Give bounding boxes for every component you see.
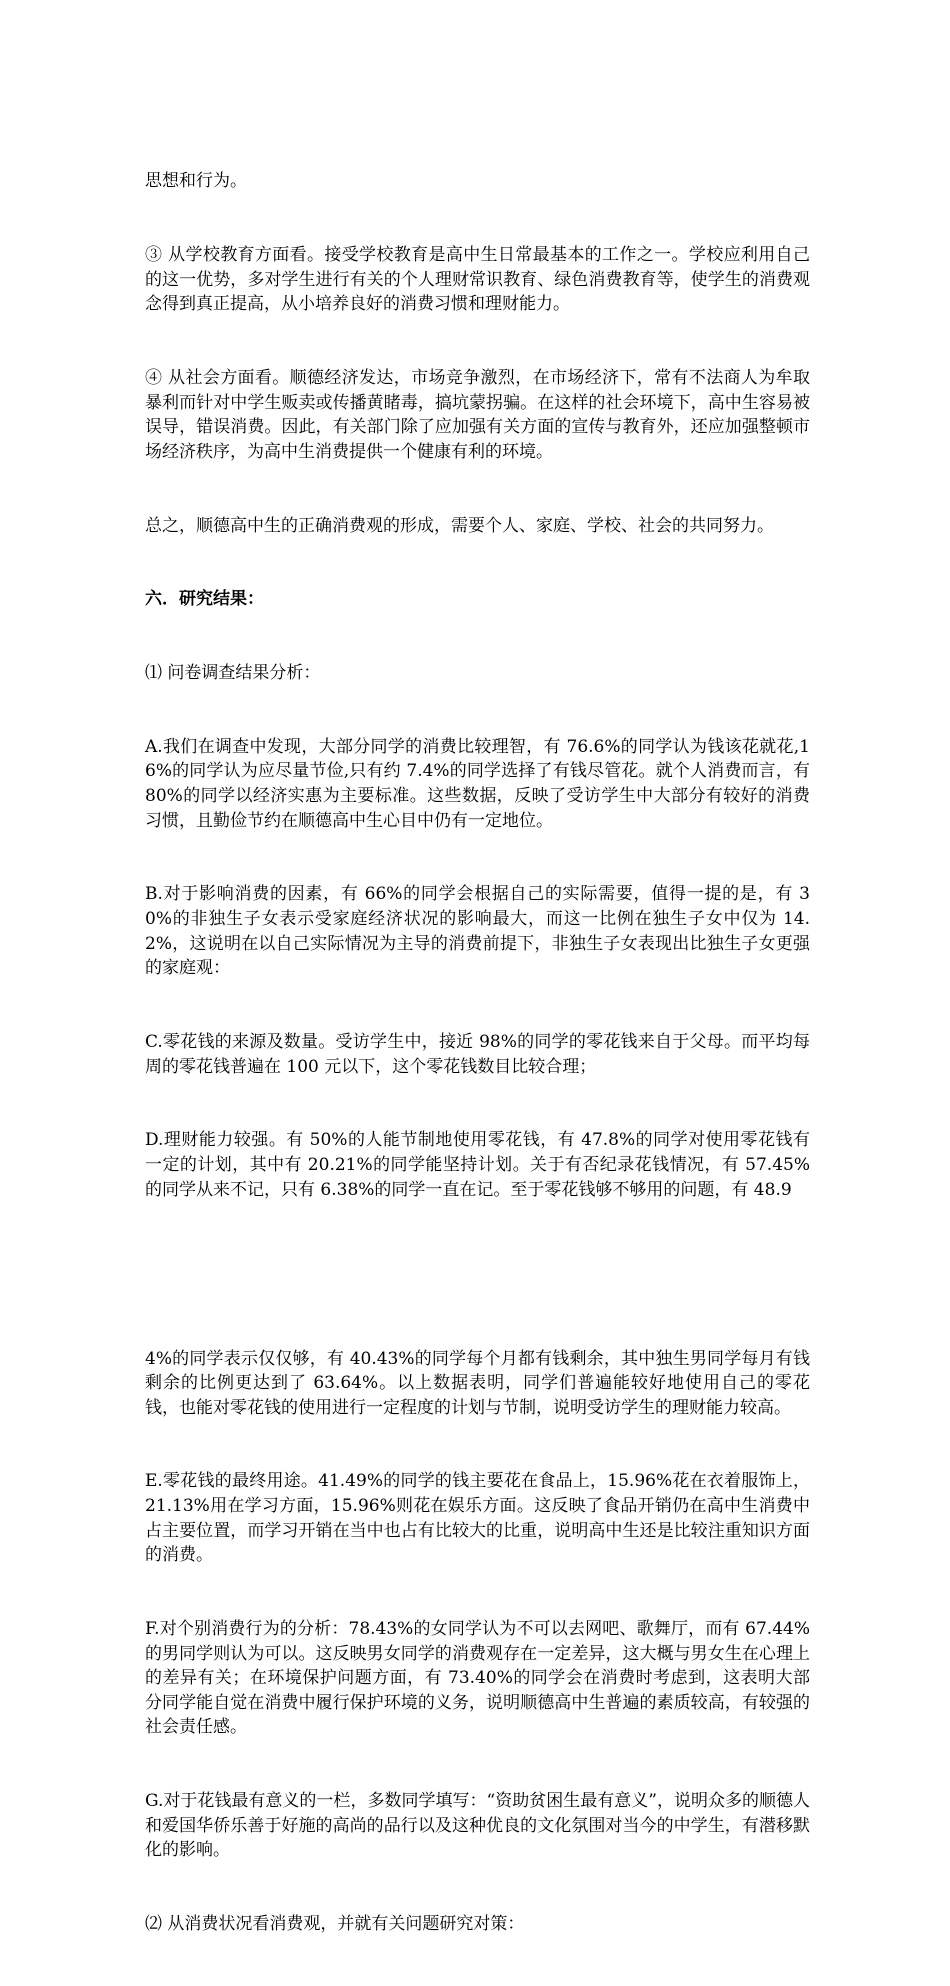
paragraph-item-a: A.我们在调查中发现，大部分同学的消费比较理智，有 76.6%的同学认为钱该花就花,16%的同学认为应尽量节俭,只有约 7.4%的同学选择了有钱尽管花。就个人消费而言，有 80%的同学以经济实惠为主要标准。这些数据，反映了受访学生中大部分有较好的消费习惯，且勤俭节约在顺德高中生心目中仍有一定地位。 [145, 736, 816, 831]
document-page [145, 120, 816, 1986]
page-break-gap [145, 1251, 810, 1297]
paragraph-item-b: B.对于影响消费的因素，有 66%的同学会根据自己的实际需要，值得一提的是，有 30%的非独生子女表示受家庭经济状况的影响最大，而这一比例在独生子女中仅为 14.2%，这说明在以自己实际情况为主导的消费前提下，非独生子女表现出比独生子女更强的家庭观： [145, 884, 810, 979]
paragraph-item-g: G.对于花钱最有意义的一栏，多数同学填写：“资助贫困生最有意义”，说明众多的顺德人和爱国华侨乐善于好施的高尚的品行以及这种优良的文化氛围对当今的中学生，有潜移默化的影响。 [145, 1791, 810, 1861]
paragraph-item-f: F.对个别消费行为的分析：78.43%的女同学认为不可以去网吧、歌舞厅，而有 67.44%的男同学则认为可以。这反映男女同学的消费观存在一定差异，这大概与男女生在心理上的差异有关；在环境保护问题方面，有 73.40%的同学会在消费时考虑到，这表明大部分同学能自觉在消费中履行保护环境的义务，说明顺德高中生普遍的素质较高，有较强的社会责任感。 [145, 1619, 810, 1738]
paragraph-item-c: C.零花钱的来源及数量。受访学生中，接近 98%的同学的零花钱来自于父母。而平均每周的零花钱普遍在 100 元以下，这个零花钱数目比较合理； [145, 1031, 810, 1077]
subheading-survey-analysis: ⑴ 问卷调查结果分析： [145, 663, 321, 684]
paragraph-society: ④ 从社会方面看。顺德经济发达，市场竞争激烈，在市场经济下，常有不法商人为牟取暴利而针对中学生贩卖或传播黄睹毒，搞坑蒙拐骗。在这样的社会环境下，高中生容易被误导，错误消费。因此，有关部门除了应加强有关方面的宣传与教育外，还应加强整顿市场经济秩序，为高中生消费提供一个健康有利的环境。 [145, 367, 810, 462]
paragraph-item-d: D.理财能力较强。有 50%的人能节制地使用零花钱，有 47.8%的同学对使用零花钱有一定的计划，其中有 20.21%的同学能坚持计划。关于有否纪录花钱情况，有 57.45%的同学从来不记，只有 6.38%的同学一直在记。至于零花钱够不够用的问题，有 48.9 [145, 1130, 810, 1200]
paragraph-item-d-continued: 4%的同学表示仅仅够，有 40.43%的同学每个月都有钱剩余，其中独生男同学每月有钱剩余的比例更达到了 63.64%。以上数据表明，同学们普遍能较好地使用自己的零花钱，也能对零花钱的使用进行一定程度的计划与节制，说明受访学生的理财能力较高。 [145, 1348, 810, 1418]
document-body [145, 120, 816, 1986]
paragraph-continuation: 思想和行为。 [145, 171, 247, 192]
paragraph-school-education: ③ 从学校教育方面看。接受学校教育是高中生日常最基本的工作之一。学校应利用自己的这一优势，多对学生进行有关的个人理财常识教育、绿色消费教育等，使学生的消费观念得到真正提高，从小培养良好的消费习惯和理财能力。 [145, 244, 810, 315]
paragraph-item-e: E.零花钱的最终用途。41.49%的同学的钱主要花在食品上，15.96%花在衣着服饰上，21.13%用在学习方面，15.96%则花在娱乐方面。这反映了食品开销仍在高中生消费中占主要位置，而学习开销在当中也占有比较大的比重，说明高中生还是比较注重知识方面的消费。 [145, 1471, 810, 1566]
paragraph-conclusion: 总之，顺德高中生的正确消费观的形成，需要个人、家庭、学校、社会的共同努力。 [145, 515, 774, 536]
subheading-consumption-view: ⑵ 从消费状况看消费观，并就有关问题研究对策： [145, 1914, 525, 1935]
section-heading: 六．研究结果： [145, 589, 264, 610]
